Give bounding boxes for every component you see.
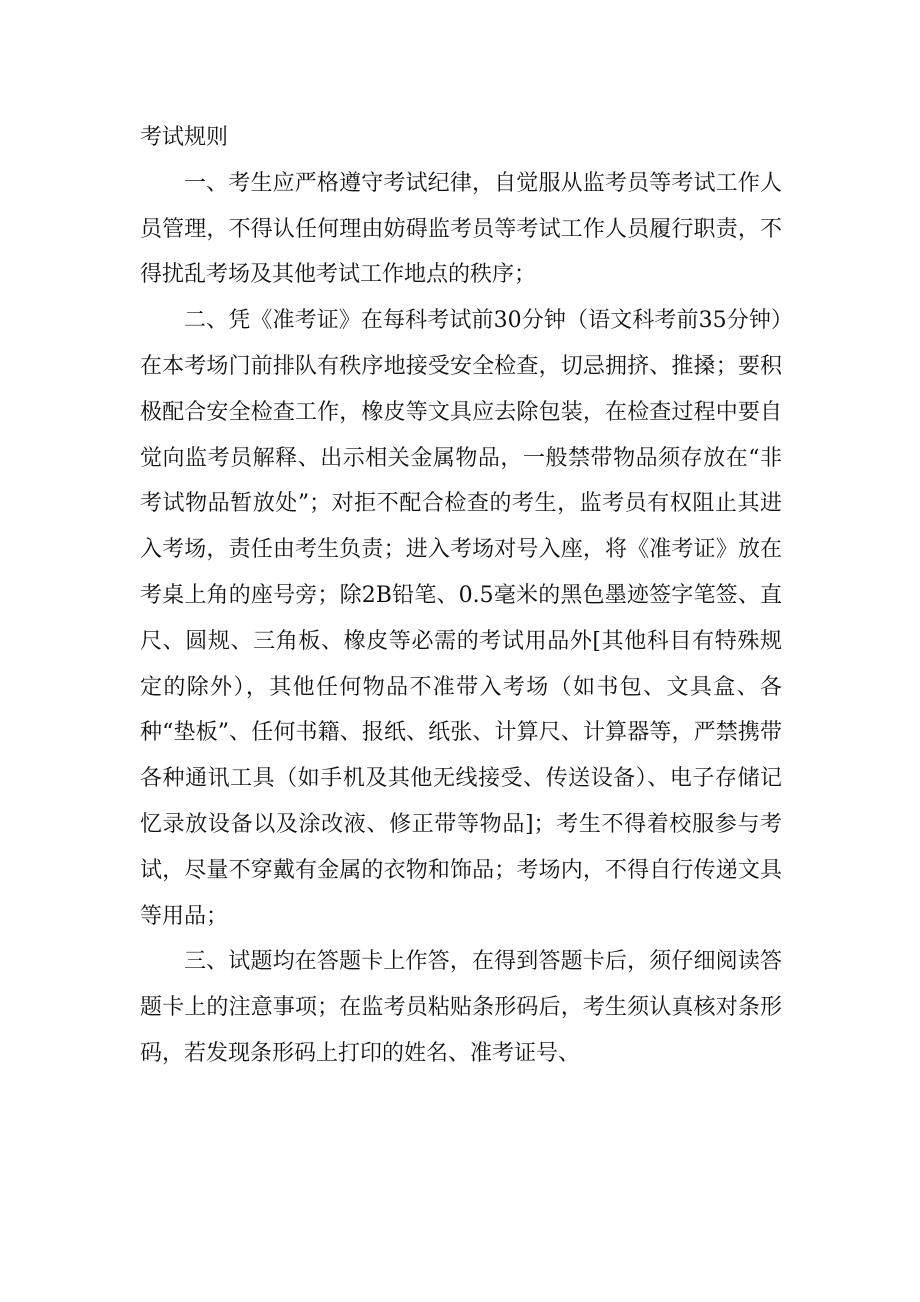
rule-paragraph-2: 二、凭《准考证》在每科考试前30分钟（语文科考前35分钟）在本考场门前排队有秩序地接受安全检查，切忌拥挤、推搡；要积极配合安全检查工作，橡皮等文具应去除包装，在检查过程中要自觉向监考员解释、出示相关金属物品，一般禁带物品须存放在“非考试物品暂放处”；对拒不配合检查的考生，监考员有权阻止其进入考场，责任由考生负责；进入考场对号入座，将《准考证》放在考桌上角的座号旁；除2B铅笔、0.5毫米的黑色墨迹签字笔签、直尺、圆规、三角板、橡皮等必需的考试用品外[其他科目有特殊规定的除外），其他任何物品不准带入考场（如书包、文具盒、各种“垫板”、任何书籍、报纸、纸张、计算尺、计算器等，严禁携带各种通讯工具（如手机及其他无线接受、传送设备）、电子存储记忆录放设备以及涂改液、修正带等物品]；考生不得着校服参与考试，尽量不穿戴有金属的衣物和饰品；考场内，不得自行传递文具等用品； — [140, 308, 782, 929]
rule-paragraph-3: 三、试题均在答题卡上作答，在得到答题卡后，须仔细阅读答题卡上的注意事项；在监考员粘贴条形码后，考生须认真核对条形码，若发现条形码上打印的姓名、准考证号、 — [140, 949, 782, 1066]
rule-paragraph-1: 一、考生应严格遵守考试纪律，自觉服从监考员等考试工作人员管理，不得认任何理由妨碍监考员等考试工作人员履行职责，不得扰乱考场及其他考试工作地点的秩序； — [140, 170, 782, 288]
document-body — [140, 115, 782, 1077]
document-title: 考试规则 — [140, 125, 229, 150]
